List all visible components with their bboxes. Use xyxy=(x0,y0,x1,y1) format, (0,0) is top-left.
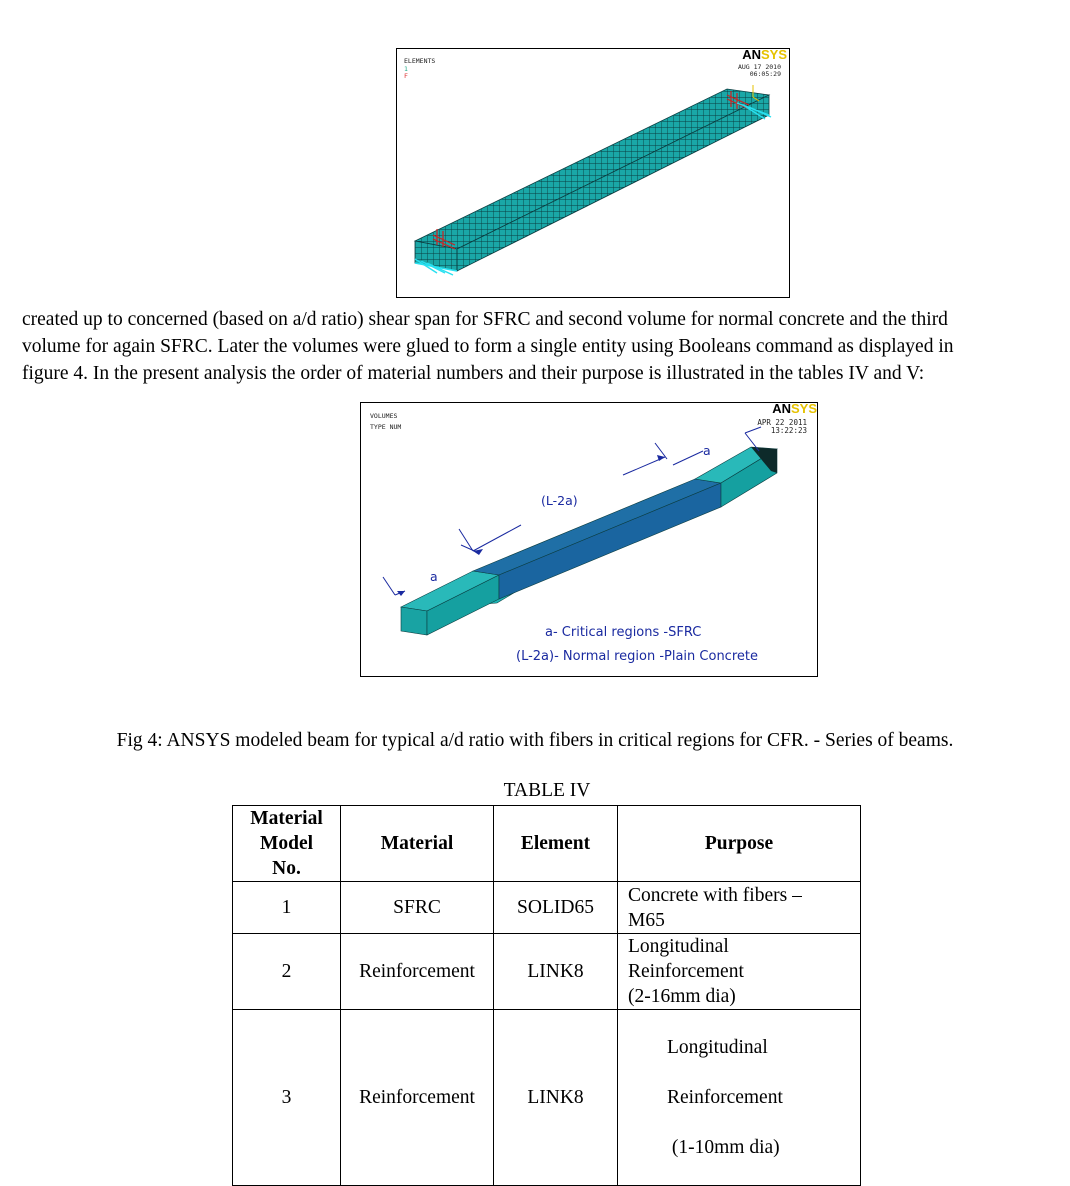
cell-element: SOLID65 xyxy=(494,882,618,934)
table-title: TABLE IV xyxy=(503,780,591,801)
paragraph-line-3: figure 4. In the present analysis the order of material numbers and their purpose is illustrated in the tables IV and V: xyxy=(22,363,925,384)
fig2-ansys-logo: ANSYS xyxy=(772,402,817,416)
fig1-legend-mark-2: F xyxy=(404,72,408,80)
body-paragraph xyxy=(22,306,1062,387)
fig2-legend-1: a- Critical regions -SFRC xyxy=(545,625,702,640)
paragraph-line-1: created up to concerned (based on a/d ratio) shear span for SFRC and second volume for normal concrete and the third xyxy=(22,309,948,330)
header-material: Material xyxy=(341,806,494,882)
fig1-time: 06:05:29 xyxy=(749,70,781,78)
fig1-date: AUG 17 2010 xyxy=(737,63,781,71)
cell-material: Reinforcement xyxy=(341,934,494,1010)
figure-2-volumes-plot xyxy=(360,402,818,677)
fig2-label-mid: (L-2a) xyxy=(541,493,578,508)
fig1-legend-mark-1: 1 xyxy=(404,65,408,73)
fig2-time: 13:22:23 xyxy=(770,426,807,435)
table-row xyxy=(233,934,861,1010)
cell-no: 3 xyxy=(233,1010,341,1186)
fig2-left-block-front xyxy=(401,607,427,635)
fig1-ansys-logo: ANSYS xyxy=(742,48,787,62)
figure-1-elements-plot xyxy=(396,48,790,298)
fig2-label-a-left: a xyxy=(430,569,438,584)
fig1-beam-top-face xyxy=(415,89,769,249)
fig2-corner-label-2: TYPE NUM xyxy=(370,423,402,431)
fig1-beam-mesh xyxy=(397,49,789,297)
table-header-row xyxy=(233,806,861,882)
cell-element: LINK8 xyxy=(494,934,618,1010)
fig2-legend-2: (L-2a)- Normal region -Plain Concrete xyxy=(516,649,758,664)
fig1-corner-label: ELEMENTS xyxy=(404,57,436,65)
cell-material: Reinforcement xyxy=(341,1010,494,1186)
fig2-date: APR 22 2011 xyxy=(757,418,807,427)
table-row xyxy=(233,1010,861,1186)
fig1-beam-side-face xyxy=(457,95,769,271)
header-model-no: Material Model No. xyxy=(233,806,341,882)
cell-element: LINK8 xyxy=(494,1010,618,1186)
paragraph-line-2: volume for again SFRC. Later the volumes were glued to form a single entity using Booleans command as displayed in xyxy=(22,336,954,357)
cell-purpose: Longitudinal Reinforcement (2-16mm dia) xyxy=(618,934,861,1010)
fig2-corner-label-1: VOLUMES xyxy=(370,412,398,420)
fig2-label-a-right: a xyxy=(703,443,711,458)
table-row xyxy=(233,882,861,934)
material-table xyxy=(232,805,861,1186)
header-purpose: Purpose xyxy=(618,806,861,882)
figure-caption: Fig 4: ANSYS modeled beam for typical a/d ratio with fibers in critical regions for CFR. - Series of beams. xyxy=(116,730,954,751)
cell-no: 2 xyxy=(233,934,341,1010)
header-element: Element xyxy=(494,806,618,882)
cell-purpose: Longitudinal Reinforcement (1-10mm dia) xyxy=(618,1010,861,1186)
cell-purpose: Concrete with fibers – M65 xyxy=(618,882,861,934)
cell-material: SFRC xyxy=(341,882,494,934)
cell-no: 1 xyxy=(233,882,341,934)
fig2-mid-block-top xyxy=(473,479,721,575)
